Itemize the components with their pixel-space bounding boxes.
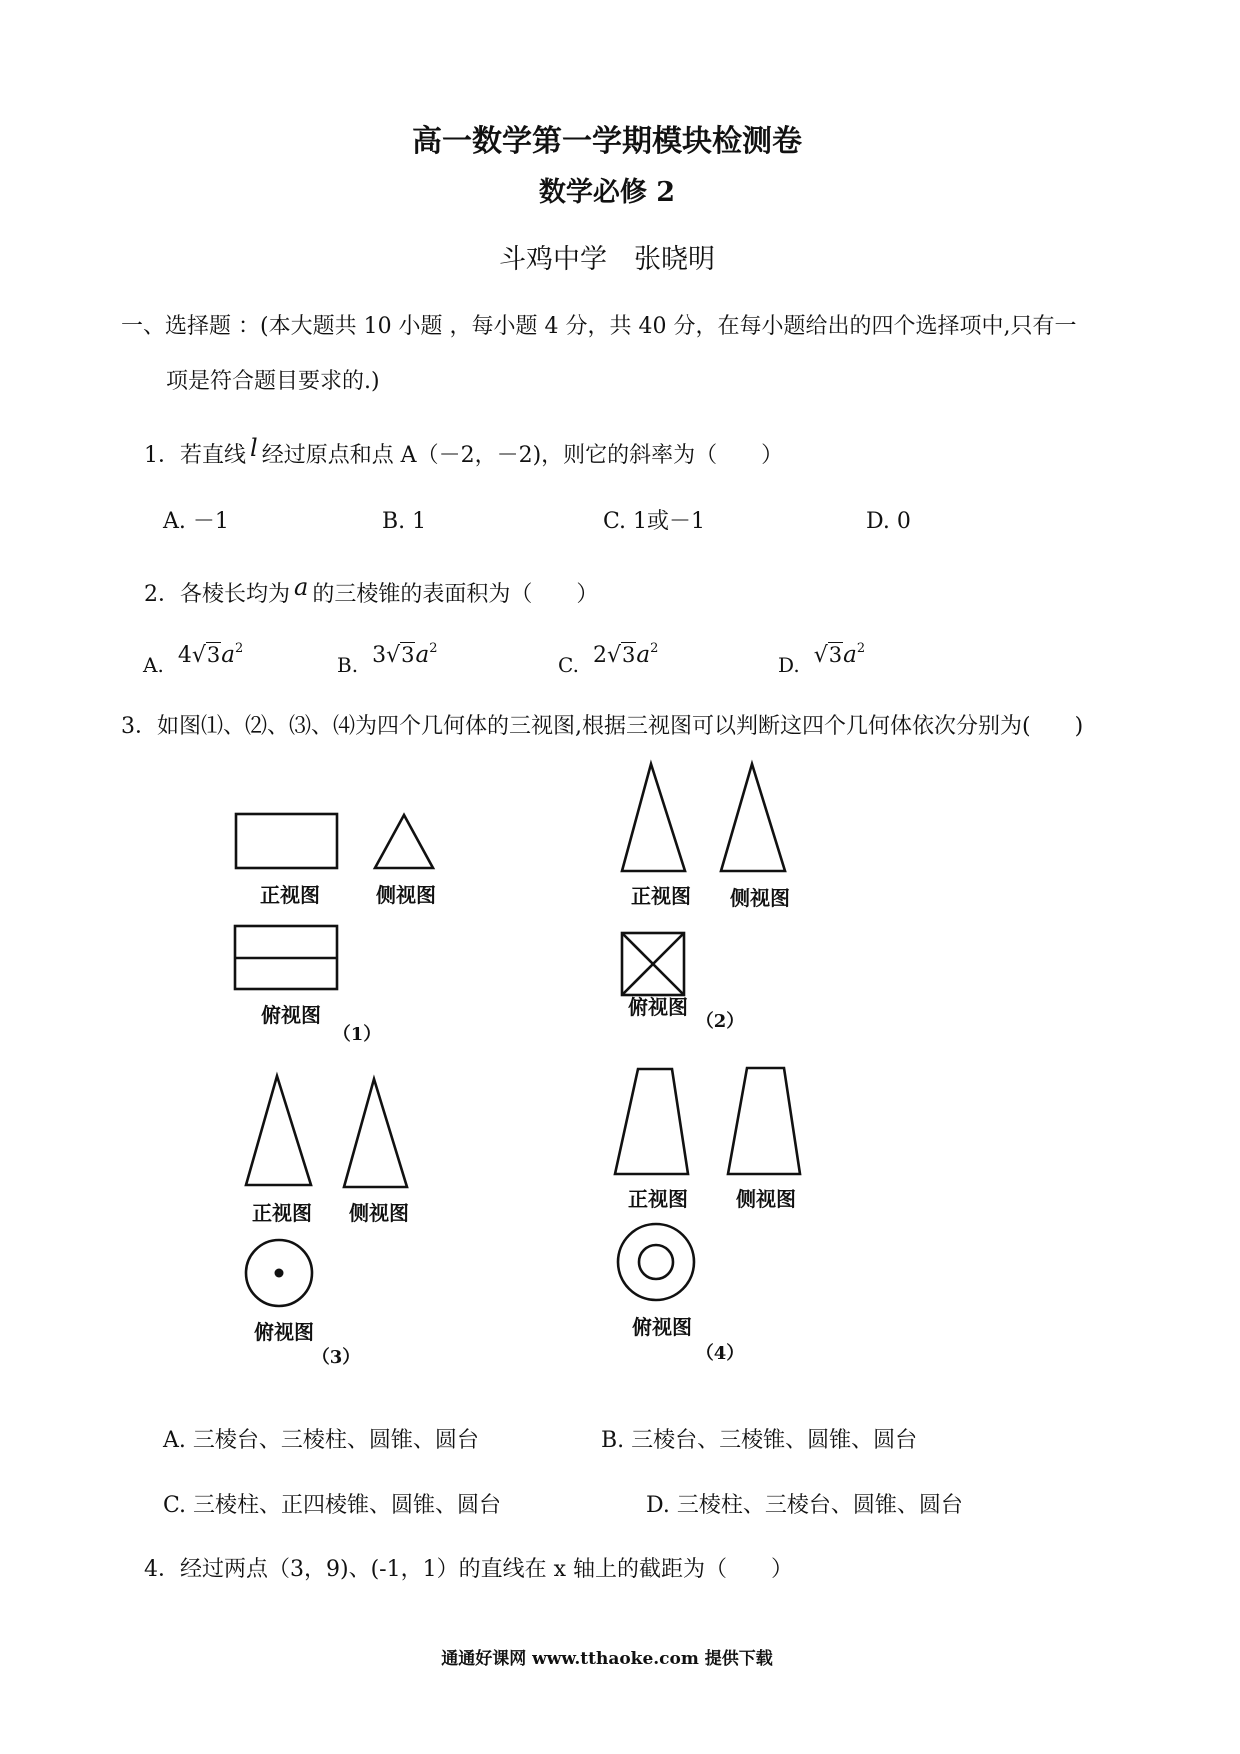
section-heading-line1: 一、选择题 ：(本大题共 10 小题 ，每小题 4 分，共 40 分，在每小题给出的四个选择项中,只有一 [121, 314, 1077, 339]
option-radicand: 3 [828, 643, 843, 667]
fig2-front-view-label: 正视图 [631, 884, 691, 908]
fig4-front-view-trapezoid [615, 1069, 688, 1174]
question-3-option-c: C. 三棱柱、正四棱锥、圆锥、圆台 [163, 1493, 502, 1518]
fig3-front-view-label: 正视图 [252, 1201, 312, 1225]
option-variable: a [843, 642, 857, 668]
fig2-side-view-label: 侧视图 [730, 886, 790, 910]
option-label: D. [778, 653, 800, 677]
fig4-top-view-inner-circle [639, 1245, 673, 1279]
fig2-number: （2） [695, 1011, 745, 1032]
fig4-side-view-trapezoid [728, 1068, 800, 1174]
option-label: B. [337, 653, 359, 677]
question-2-option-a [143, 634, 243, 680]
section-heading-line2: 项是符合题目要求的.) [166, 369, 380, 394]
option-radicand: 3 [206, 643, 221, 667]
option-label: A. [143, 653, 164, 677]
radical-sign: √ [606, 643, 621, 668]
option-coefficient: 3 [372, 643, 387, 668]
fig1-number: （1） [332, 1024, 382, 1045]
question-2-stem [144, 574, 598, 608]
fig4-side-view-label: 侧视图 [736, 1187, 796, 1211]
fig2-top-view-square [622, 933, 684, 995]
fig4-number: （4） [695, 1343, 745, 1364]
page-title: 高一数学第一学期模块检测卷 [412, 124, 802, 159]
option-radicand: 3 [401, 643, 415, 667]
fig1-front-view-rectangle [236, 814, 337, 868]
question-3-stem: 3．如图⑴、⑵、⑶、⑷为四个几何体的三视图,根据三视图可以判断这四个几何体依次分别为( ) [121, 714, 1084, 739]
fig3-top-view-center-dot [275, 1269, 284, 1278]
question-2-option-c [558, 634, 658, 680]
question-2-option-b [337, 634, 437, 680]
fig3-number: （3） [311, 1347, 361, 1368]
option-coefficient: 2 [592, 643, 607, 668]
fig2-side-view-triangle [721, 764, 785, 871]
radical-sign: √ [191, 643, 206, 668]
author-line: 斗鸡中学 张晓明 [499, 244, 715, 275]
question-1-text-after: 经过原点和点 A（－2，－2)，则它的斜率为（ ） [261, 443, 784, 468]
fig3-side-view-triangle [344, 1079, 407, 1187]
radical-sign: √ [813, 643, 828, 668]
fig4-top-view-label: 俯视图 [632, 1315, 692, 1339]
fig4-front-view-label: 正视图 [628, 1187, 688, 1211]
question-1-option-d: D. 0 [866, 509, 911, 534]
question-2-option-d [778, 634, 865, 680]
fig1-top-view-label: 俯视图 [261, 1003, 321, 1027]
option-exponent: 2 [856, 641, 866, 656]
question-4-stem: 4．经过两点（3，9)、(-1，1）的直线在 x 轴上的截距为（ ） [144, 1557, 793, 1582]
question-3-option-d: D. 三棱柱、三棱台、圆锥、圆台 [646, 1493, 963, 1518]
option-exponent: 2 [234, 641, 244, 656]
question-1-option-a: A. －1 [163, 509, 229, 534]
question-1-variable: l [250, 434, 258, 462]
fig4-top-view-outer-circle [618, 1224, 694, 1300]
option-radicand: 3 [621, 643, 636, 667]
question-3-option-b: B. 三棱台、三棱锥、圆锥、圆台 [601, 1428, 918, 1453]
question-1-option-b: B. 1 [382, 509, 427, 534]
fig2-front-view-triangle [622, 764, 685, 871]
option-variable: a [636, 642, 651, 668]
question-2-text-after: 的三棱锥的表面积为（ ） [312, 582, 599, 607]
fig3-side-view-label: 侧视图 [349, 1201, 409, 1225]
option-variable: a [221, 642, 235, 668]
fig1-side-view-label: 侧视图 [376, 883, 436, 907]
question-2-variable: a [294, 573, 309, 601]
page-subtitle: 数学必修 2 [538, 177, 676, 208]
page-footer: 通通好课网 www.tthaoke.com 提供下载 [441, 1649, 773, 1669]
fig2-top-view-diagonal [622, 933, 684, 995]
radical-sign: √ [386, 643, 401, 668]
option-exponent: 2 [429, 641, 438, 656]
question-1-text-before: 1．若直线 [144, 443, 246, 468]
option-label: C. [558, 653, 579, 677]
fig3-top-view-circle [246, 1240, 312, 1306]
fig2-top-view-diagonal [622, 933, 684, 995]
option-exponent: 2 [650, 641, 659, 656]
question-1-option-c: C. 1或－1 [603, 509, 706, 534]
fig3-top-view-label: 俯视图 [254, 1320, 314, 1344]
fig3-front-view-triangle [246, 1076, 311, 1185]
option-variable: a [415, 642, 430, 668]
fig1-top-view-rectangle [235, 926, 337, 989]
question-2-text-before: 2．各棱长均为 [144, 582, 290, 607]
fig2-top-view-label: 俯视图 [628, 995, 688, 1019]
question-3-option-a: A. 三棱台、三棱柱、圆锥、圆台 [163, 1428, 479, 1453]
option-coefficient: 4 [177, 643, 192, 668]
fig1-front-view-label: 正视图 [260, 883, 320, 907]
fig1-side-view-triangle [375, 815, 433, 868]
question-1-stem [144, 435, 783, 469]
